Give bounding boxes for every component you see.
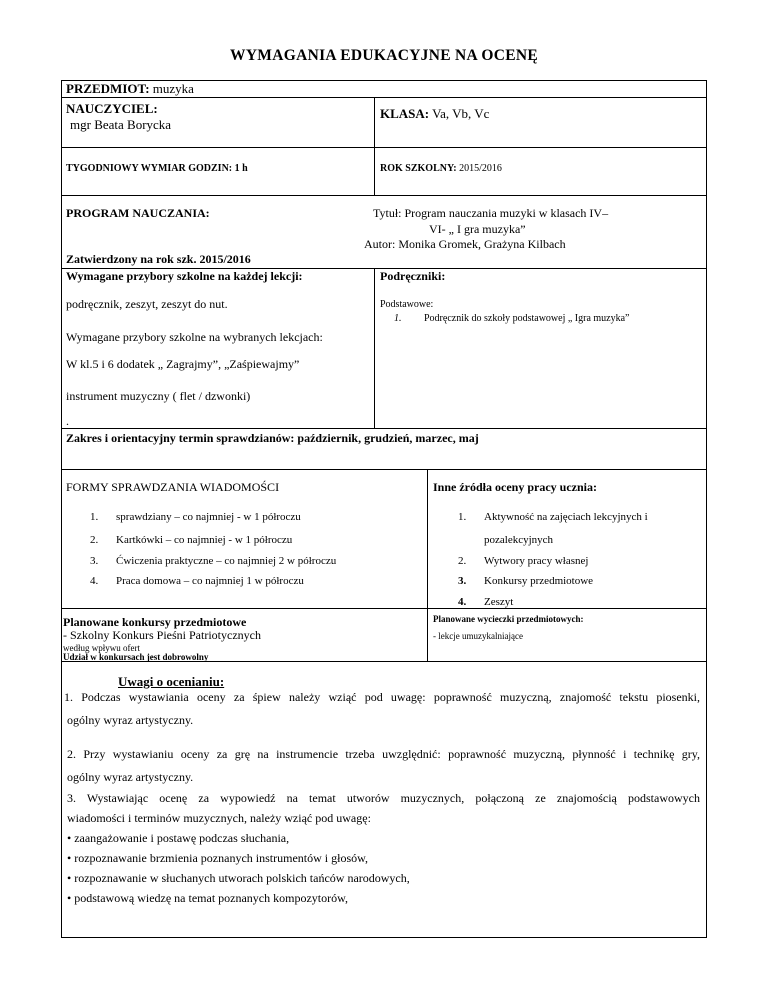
konkursy-udzial: Udział w konkursach jest dobrowolny: [63, 652, 209, 662]
nauczyciel-label: NAUCZYCIEL:: [66, 101, 158, 116]
formy-item-text: Kartkówki – co najmniej - w 1 półroczu: [116, 534, 293, 546]
formy-item: [90, 555, 336, 567]
formy-item: [90, 534, 292, 546]
formy-item-num: 1.: [90, 511, 99, 523]
przybory-wybrane-label: Wymagane przybory szkolne na wybranych lekcjach:: [66, 330, 323, 344]
formy-item-text: sprawdziany – co najmniej - w 1 półroczu: [116, 511, 301, 523]
rok-value: 2015/2016: [459, 163, 502, 174]
uwagi-p3-cont: wiadomości i terminów muzycznych, należy wziąć pod uwagę:: [67, 811, 371, 825]
inne-item-num: 3.: [458, 575, 467, 587]
przedmiot-field: [66, 81, 194, 97]
formy-item-num: 4.: [90, 575, 99, 587]
inne-item-num: 4.: [458, 596, 467, 608]
inne-item-cont: pozalekcyjnych: [484, 534, 554, 546]
klasa-field: [380, 106, 489, 122]
uwagi-p1: 1. Podczas wystawiania oceny za śpiew należy wziąć pod uwagę: poprawność muzyczną, znajomość tekstu piosenki,: [64, 690, 700, 704]
inne-item-text: Wytwory pracy własnej: [484, 555, 589, 567]
program-label: PROGRAM NAUCZANIA:: [66, 206, 210, 220]
formy-item-num: 2.: [90, 534, 99, 546]
formy-item-text: Praca domowa – co najmniej 1 w półroczu: [116, 575, 304, 587]
zatwierdzony: Zatwierdzony na rok szk. 2015/2016: [66, 252, 251, 266]
przedmiot-value: muzyka: [152, 81, 194, 96]
uwagi-p2-cont: ogólny wyraz artystyczny.: [67, 770, 194, 784]
program-autor: Autor: Monika Gromek, Grażyna Kilbach: [364, 237, 566, 251]
inne-header: Inne źródła oceny pracy ucznia:: [433, 480, 597, 494]
uwagi-bullet: • rozpoznawanie w słuchanych utworach polskich tańców narodowych,: [67, 871, 410, 885]
inne-item: [458, 596, 513, 608]
przybory-dot: .: [66, 414, 69, 428]
inne-item: [458, 555, 588, 567]
konkursy-wplyw: według wpływu ofert: [63, 643, 140, 653]
formy-item: [90, 511, 301, 523]
inne-item-num: 2.: [458, 555, 467, 567]
wycieczki-header: Planowane wycieczki przedmiotowych:: [433, 614, 584, 624]
podreczniki-header: Podręczniki:: [380, 269, 446, 283]
rok-label: ROK SZKOLNY:: [380, 163, 457, 174]
program-title: Tytuł: Program nauczania muzyki w klasach IV–: [373, 206, 609, 220]
przybory-dodatek: W kl.5 i 6 dodatek „ Zagrajmy”, „Zaśpiewajmy”: [66, 357, 300, 371]
inne-item-text: Aktywność na zajęciach lekcyjnych i: [484, 511, 648, 523]
inne-item-text: Konkursy przedmiotowe: [484, 575, 594, 587]
inne-item: [458, 511, 648, 523]
rok-szkolny-field: [380, 163, 502, 174]
zakres-sprawdzianow: Zakres i orientacyjny termin sprawdzianów: październik, grudzień, marzec, maj: [66, 431, 479, 445]
inne-item-text: Zeszyt: [484, 596, 514, 608]
uwagi-p2: 2. Przy wystawianiu oceny za grę na instrumencie trzeba uwzględnić: poprawność muzyczną, płynność i technikę gry,: [67, 747, 700, 761]
uwagi-bullet: • rozpoznawanie brzmienia poznanych instrumentów i głosów,: [67, 851, 369, 865]
inne-item: [458, 575, 593, 587]
uwagi-bullet: • podstawową wiedzę na temat poznanych kompozytorów,: [67, 891, 349, 905]
formy-item-num: 3.: [90, 555, 99, 567]
uwagi-p3: 3. Wystawiając ocenę za wypowiedź na temat utworów muzycznych, połączoną ze znajomością podstawowych: [67, 791, 700, 805]
przybory-instrument: instrument muzyczny ( flet / dzwonki): [66, 389, 251, 403]
formy-item-text: Ćwiczenia praktyczne – co najmniej 2 w półroczu: [116, 555, 337, 567]
przedmiot-label: PRZEDMIOT:: [66, 81, 150, 96]
tygodniowy-wymiar: TYGODNIOWY WYMIAR GODZIN: 1 h: [66, 163, 248, 174]
podreczniki-sub: Podstawowe:: [380, 299, 434, 310]
przybory-header: Wymagane przybory szkolne na każdej lekcji:: [66, 269, 303, 283]
przybory-items: podręcznik, zeszyt, zeszyt do nut.: [66, 297, 228, 311]
uwagi-header: Uwagi o ocenianiu:: [118, 674, 225, 689]
formy-header: FORMY SPRAWDZANIA WIADOMOŚCI: [66, 480, 280, 494]
uwagi-p1-cont: ogólny wyraz artystyczny.: [67, 713, 194, 727]
document-title: WYMAGANIA EDUKACYJNE NA OCENĘ: [230, 47, 538, 64]
podreczniki-item: Podręcznik do szkoły podstawowej „ Igra muzyka”: [424, 313, 630, 324]
uwagi-bullet: • zaangażowanie i postawę podczas słuchania,: [67, 831, 290, 845]
klasa-label: KLASA:: [380, 106, 430, 121]
formy-item: [90, 575, 304, 587]
klasa-value: Va, Vb, Vc: [432, 106, 490, 121]
program-title-cont: VI- „ I gra muzyka”: [429, 222, 526, 236]
wycieczki-item: - lekcje umuzykalniające: [433, 631, 523, 641]
inne-item-num: 1.: [458, 511, 467, 523]
nauczyciel-value: mgr Beata Borycka: [70, 117, 172, 132]
konkursy-header: Planowane konkursy przedmiotowe: [63, 615, 247, 629]
podreczniki-num: 1.: [394, 313, 402, 324]
konkursy-item: - Szkolny Konkurs Pieśni Patriotycznych: [63, 628, 261, 642]
